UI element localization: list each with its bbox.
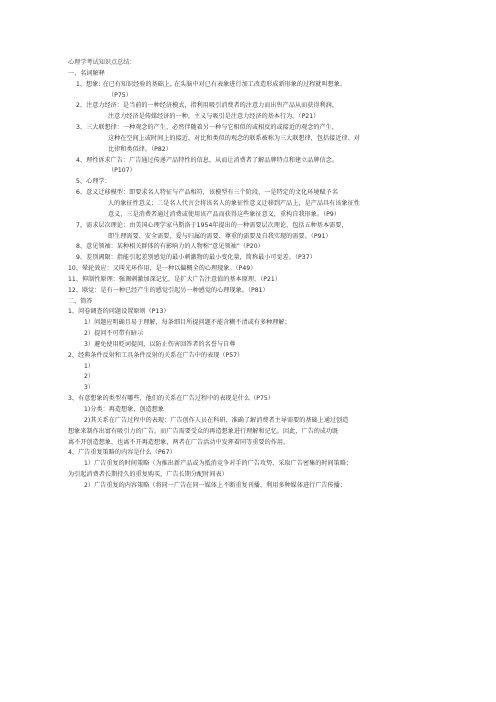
document-body bbox=[68, 58, 430, 492]
question-2: 2、经典条件反射和工具条件反射的关系在广告中的表现（P57） bbox=[68, 351, 244, 359]
term-item: 10、晕轮效应：又叫光环作用，是一种以偏概全的心理现象。（P49） bbox=[68, 265, 257, 273]
answer-item: 2）提问不可带有暗示 bbox=[84, 330, 144, 338]
term-item: 11、抑制性原理：强调刺激加深记忆，是扩大广告注意值的基本原理。（P21） bbox=[68, 275, 281, 283]
term-item: 8、意见领袖：某种相关群体的有影响力的人物称“意见领袖”（P20） bbox=[76, 243, 264, 251]
term-item: 9、差别阈限：指能引起差别感觉的最小刺激物的最小变化量，简称最小可觉差。（P37） bbox=[76, 254, 316, 262]
answer-item: 2） bbox=[84, 373, 95, 381]
term-continuation: 比律和类似律。（P82） bbox=[108, 145, 172, 153]
answer-continuation: 想象来制作出富有吸引力的广告，而广告需要受众的再造想象进行理解和记忆。因此，广告的成功既 bbox=[68, 427, 339, 435]
term-item: 5、心理学： bbox=[76, 178, 111, 186]
term-item: 7、需求层次理论：由美国心理学家马斯洛于1954年提出的一种需要层次理论，包括五种基本需要， bbox=[76, 221, 348, 229]
question-3: 3、有意想象的类型有哪些，他们的关系在广告过程中的表现是什么（P75） bbox=[68, 395, 274, 403]
answer-item: 2)其关系在广告过程中的表现：广告创作人员在科研、准确了解消费者主导需要的基础上通过创造 bbox=[84, 416, 349, 424]
answer-continuation: 为引起消费者长期持久的重复购买，广告长期分配时间表） bbox=[68, 471, 228, 479]
question-4: 4、广告重复策略的内容是什么（P67） bbox=[68, 449, 176, 457]
question-1: 1、问卷调查的问题设置原则（P13） bbox=[68, 308, 170, 316]
answer-item: 2）广告重复的内容策略（将同一广告在同一媒体上不断重复刊播，利用多种媒体进行广告传播； bbox=[84, 481, 346, 489]
answer-item: 3） bbox=[84, 384, 95, 392]
term-item: 6、意义迁移模型：即要求名人特征与产品相符，该模型有三个阶段，一是特定的文化环境赋予名 bbox=[76, 189, 338, 197]
answer-item: 1）问题应明确且易于理解，每条细目所提问题不能含糊不清或有多种理解； bbox=[84, 319, 291, 327]
term-continuation: 注意力经济是传媒经济的一种，主义与吸引是注意力经济的基本行为。（P21） bbox=[108, 113, 320, 121]
document-title: 心理学考试知识点总结： bbox=[68, 59, 136, 66]
term-item: 4、理性诉求广告：广告通过传递产品特性的信息，从而让消费者了解品牌特点和建立品牌信念。 bbox=[76, 156, 338, 164]
term-continuation: 意义，三是消费者通过消费或使用该产品而获得这些象征意义，重构自我形象。（P9） bbox=[108, 210, 340, 218]
answer-item: 1)分类：再造想象、创造想象 bbox=[84, 406, 165, 413]
answer-item: 3）避免使用贬词提问，以防止伤害回答者的名誉与自尊 bbox=[84, 340, 236, 348]
term-continuation: 人的象征性意义；二是名人代言会将该名人的象征性意义迁移到产品上，是产品具有该象征性 bbox=[108, 199, 360, 207]
term-item: 1、想象: 在已有知识经验的基础上, 在头脑中对已有表象进行加工改造形成新形象的过程就叫想象。 bbox=[76, 80, 347, 88]
answer-continuation: 离不开创造想象，也离不开再造想象，两者在广告活动中发挥着同等重要的作用。 bbox=[68, 438, 290, 446]
term-continuation: 即生理需要、安全需要、爱与归属的需要、尊重的需要及自我实现的需要。（P91） bbox=[108, 232, 332, 240]
section-heading-short-answer: 二、简答 bbox=[68, 297, 93, 305]
term-continuation: （P107） bbox=[108, 167, 136, 175]
term-item: 2、注意力经济：是当前的一种经济模式，指利用吸引消费者的注意力而出售产品从而获得利润， bbox=[76, 102, 338, 110]
answer-item: 1）广告重复的时间策略（为推出新产品或为抵消竞争对手的广告攻势，采取广告密集的时间策略； bbox=[84, 460, 353, 468]
term-continuation: 这种在空间上或时间上的接近、对比和类似的观念的联系被称为三大联想律，包括接近律、对 bbox=[108, 134, 360, 142]
section-heading-terms: 一、名词解释 bbox=[68, 69, 105, 77]
term-item: 12、联觉：是有一种已经产生的感觉引起另一种感觉的心理现象。（P81） bbox=[68, 286, 269, 294]
answer-item: 1） bbox=[84, 362, 95, 370]
term-item: 3、三大联想律：一种观念的产生，必然伴随着另一种与它相似的或相反的或接近的观念的产生， bbox=[76, 124, 338, 132]
term-continuation: （P75） bbox=[108, 91, 132, 99]
